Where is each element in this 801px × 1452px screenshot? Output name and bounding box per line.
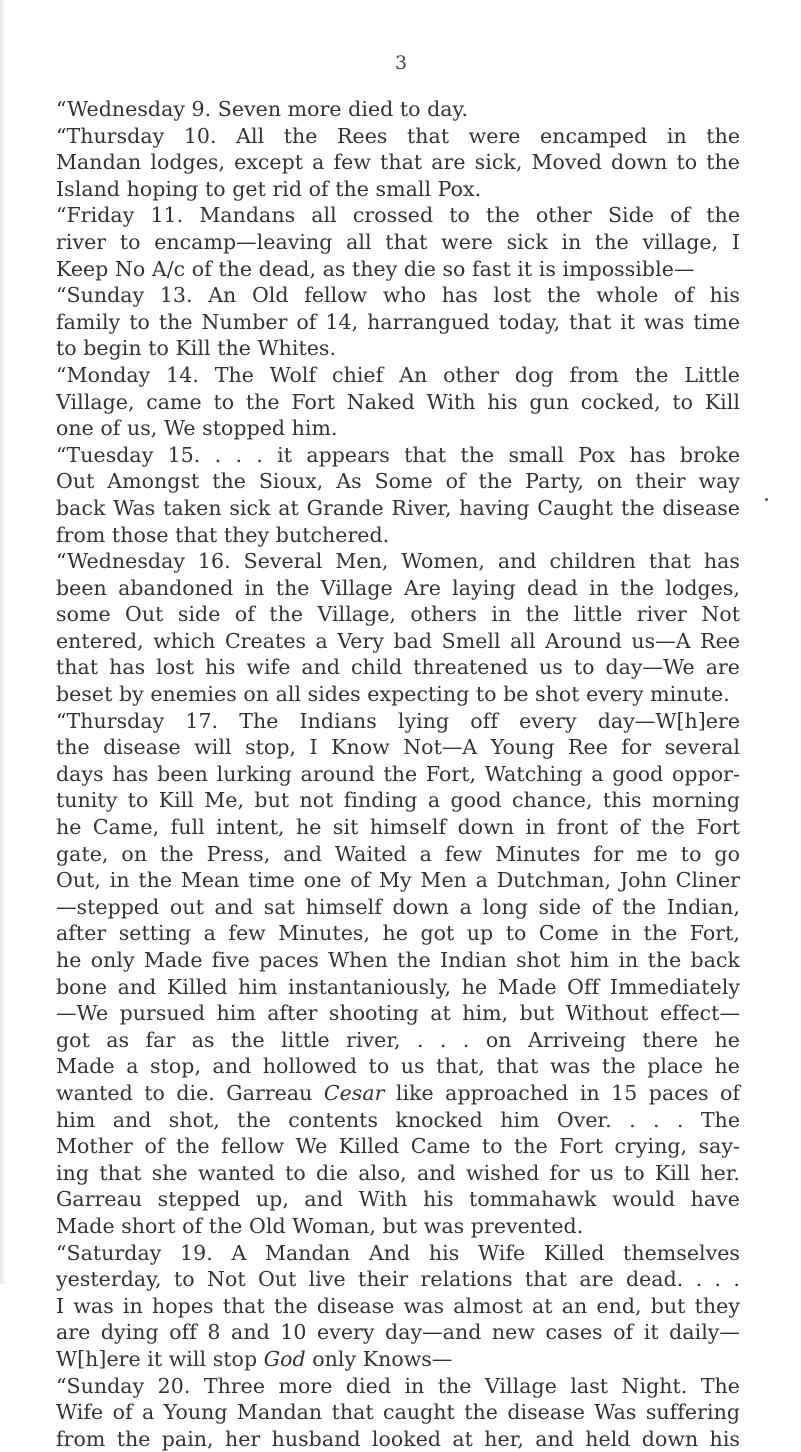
text-line: Made a stop, and hollowed to us that, that was the place he: [56, 1054, 740, 1079]
text-line: from the pain, her husband looked at her, and held down his: [56, 1426, 740, 1451]
text-line: Garreau stepped up, and With his tommahawk would have: [56, 1187, 740, 1212]
text-line: “Sunday 13. An Old fellow who has lost the whole of his: [56, 283, 740, 308]
text-line: —stepped out and sat himself down a long side of the Indian,: [56, 894, 740, 919]
text-line: beset by enemies on all sides expecting to be shot every minute.: [56, 682, 730, 707]
text-line: “Monday 14. The Wolf chief An other dog from the Little: [56, 362, 740, 387]
text-line: Keep No A/c of the dead, as they die so fast it is impossible—: [56, 256, 695, 281]
text-line: been abandoned in the Village Are laying dead in the lodges,: [56, 575, 740, 600]
text-line: bone and Killed him instantaniously, he Made Off Immediately: [56, 974, 740, 999]
text-line: Wife of a Young Mandan that caught the disease Was suffering: [56, 1400, 740, 1425]
text-line: that has lost his wife and child threatened us to day—We are: [56, 655, 740, 680]
text-line: one of us, We stopped him.: [56, 416, 338, 441]
text-line: W[h]ere it will stop God only Knows—: [56, 1346, 453, 1371]
text-line: wanted to die. Garreau Cesar like approached in 15 paces of: [56, 1080, 740, 1105]
text-line: from those that they butchered.: [56, 522, 390, 547]
text-line: “Sunday 20. Three more died in the Village last Night. The: [56, 1373, 740, 1398]
text-line: entered, which Creates a Very bad Smell all Around us—A Ree: [56, 628, 740, 653]
text-line: back Was taken sick at Grande River, having Caught the disease: [56, 495, 740, 520]
journal-text: [56, 96, 740, 1452]
ink-speck: [765, 498, 768, 501]
text-line: river to encamp—leaving all that were sick in the village, I: [56, 229, 740, 254]
text-line: Island hoping to get rid of the small Pox.: [56, 176, 482, 201]
text-line: tunity to Kill Me, but not finding a good chance, this morning: [56, 788, 740, 813]
text-line: days has been lurking around the Fort, Watching a good oppor-: [56, 761, 740, 786]
text-line: Out Amongst the Sioux, As Some of the Party, on their way: [56, 469, 740, 494]
text-line: “Wednesday 9. Seven more died to day.: [56, 97, 469, 121]
text-line: I was in hopes that the disease was almost at an end, but they: [56, 1293, 740, 1318]
text-line: he Came, full intent, he sit himself down in front of the Fort: [56, 815, 740, 840]
text-line: after setting a few Minutes, he got up to Come in the Fort,: [56, 921, 740, 946]
text-line: he only Made five paces When the Indian shot him in the back: [56, 948, 740, 972]
text-line: him and shot, the contents knocked him Over. . . . The: [56, 1107, 740, 1132]
text-line: “Wednesday 16. Several Men, Women, and children that has: [56, 549, 740, 574]
scan-edge: [0, 0, 6, 1284]
text-line: gate, on the Press, and Waited a few Minutes for me to go: [56, 841, 740, 866]
text-line: Mother of the fellow We Killed Came to the Fort crying, say-: [56, 1134, 740, 1159]
text-line: Made short of the Old Woman, but was prevented.: [56, 1213, 584, 1238]
text-line: to begin to Kill the Whites.: [56, 336, 337, 361]
text-line: family to the Number of 14, harrangued today, that it was time: [56, 309, 740, 334]
text-line: “Thursday 10. All the Rees that were encamped in the: [56, 123, 740, 148]
text-line: are dying off 8 and 10 every day—and new cases of it daily—: [56, 1320, 740, 1345]
text-line: Village, came to the Fort Naked With his gun cocked, to Kill: [56, 389, 740, 414]
text-line: —We pursued him after shooting at him, but Without effect—: [56, 1001, 740, 1026]
text-line: “Thursday 17. The Indians lying off every day—W[h]ere: [56, 708, 740, 733]
text-line: Mandan lodges, except a few that are sick, Moved down to the: [56, 150, 740, 175]
text-line: “Tuesday 15. . . . it appears that the small Pox has broke: [56, 442, 740, 467]
page-number: 3: [395, 52, 409, 74]
text-line: “Friday 11. Mandans all crossed to the other Side of the: [56, 203, 740, 228]
text-line: some Out side of the Village, others in the little river Not: [56, 602, 740, 627]
text-line: “Saturday 19. A Mandan And his Wife Killed themselves: [56, 1240, 740, 1265]
text-line: got as far as the little river, . . . on Arriveing there he: [56, 1027, 740, 1052]
text-line: ing that she wanted to die also, and wished for us to Kill her.: [56, 1160, 740, 1185]
text-line: Out, in the Mean time one of My Men a Dutchman, John Cliner: [56, 868, 740, 893]
text-line: yesterday, to Not Out live their relations that are dead. . . .: [56, 1267, 740, 1292]
text-line: the disease will stop, I Know Not—A Young Ree for several: [56, 735, 740, 760]
